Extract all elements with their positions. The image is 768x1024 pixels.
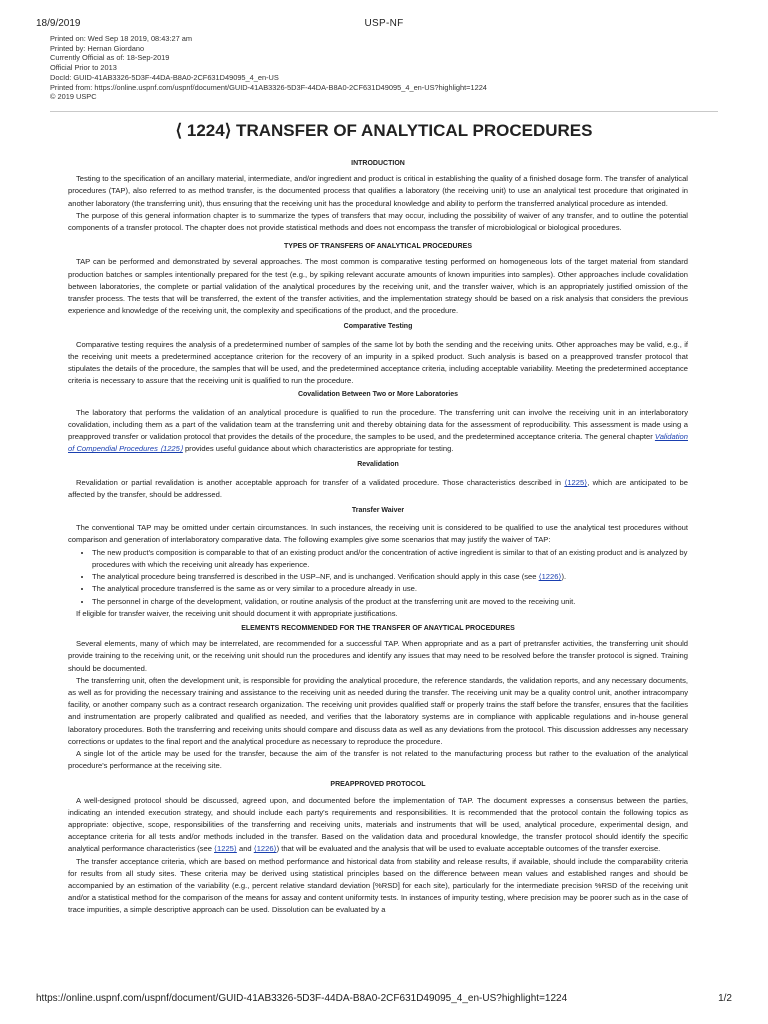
- text: ).: [561, 572, 567, 582]
- paragraph: If eligible for transfer waiver, the receiving unit should document it with appropriate justifications.: [76, 608, 398, 618]
- paragraph: [68, 795, 688, 856]
- subsection-heading-revalidation: Revalidation: [357, 461, 399, 469]
- list-item: • The analytical procedure transferred is the same as or very similar to a procedure already in use.: [92, 583, 688, 595]
- official-as-of: Currently Official as of: 18-Sep-2019: [50, 53, 170, 63]
- doc-id: DocId: GUID-41AB3326-5D3F-44DA-B8A0-2CF631D49095_4_en-US: [50, 72, 279, 82]
- divider: [50, 111, 718, 112]
- section-heading-elements: ELEMENTS RECOMMENDED FOR THE TRANSFER OF ANAYTICAL PROCEDURES: [241, 624, 515, 632]
- print-date: 18/9/2019: [36, 18, 81, 29]
- link-1225[interactable]: Validation of Compendial Procedures ⟨1225⟩: [68, 432, 688, 454]
- text: provides useful guidance about which characteristics are appropriate for testing.: [182, 444, 454, 454]
- paragraph: Comparative testing requires the analysis of a predetermined number of samples of the same lot by both the sending and the receiving units. Other approaches may be valid, e.g., if the receiving unit meets a predetermined acceptance criterion for the recovery of an impurity in a spiked product. Such analysis is based on a preapproved transfer protocol that stipulates the details of the procedure, the samples that will be used, and the predetermined acceptance criteria, including acceptable variability. Meeting the predetermined acceptance criteria is necessary to assure that the receiving unit is qualified to run the procedure.: [68, 339, 688, 386]
- paragraph: The transfer acceptance criteria, which are based on method performance and historical data from stability and release results, if available, should include the comparability criteria for results from all study sites. These criteria may be derived using statistical principles based on the difference between mean values and established ranges and should be accompanied by an estimation of the variability (e.g., percent relative standard deviation [%RSD] for each site), particularly for the intermediate precision %RSD of the receiving unit and/or a statistical method for the comparison of the means for assay and content uniformity tests. In instances of impurity testing, where precision may be poorer such as in the case of trace impurities, a simple descriptive approach can be used. Dissolution can be evaluated by a: [68, 856, 688, 915]
- page-number: 1/2: [718, 993, 732, 1004]
- text: , which are anticipated to be affected by the transfer, should be addressed.: [68, 477, 688, 499]
- text: Revalidation or partial revalidation is another acceptable approach for transfer of a validated procedure. Those characteristics described in: [76, 477, 565, 487]
- printed-from: Printed from: https://online.uspnf.com/uspnf/document/GUID-41AB3326-5D3F-44DA-B8A0-2CF631D49095_4_en-US?highlight=1224: [50, 82, 487, 92]
- paragraph: TAP can be performed and demonstrated by several approaches. The most common is comparative testing performed on homogeneous lots of the target material from standard production batches or samples intentionally prepared for the test (e.g., by spiking relevant accurate amounts of known impurities into samples). Other approaches include covalidation between laboratories, the complete or partial validation of the analytical procedures by the receiving unit, and the transfer waiver, which is an appropriately justified omission of the transfer process. The tests that will be transferred, the extent of the transfer activities, and the implementation strategy should be based on a risk analysis that considers the previous experience and knowledge of the receiving unit, the complexity and specifications of the product, and the procedure.: [68, 257, 688, 316]
- print-header: [36, 18, 732, 32]
- text: and: [236, 844, 254, 854]
- paragraph: Testing to the specification of an ancillary material, intermediate, and/or ingredient and product is critical in establishing the quality of a finished dosage form. The transfer of analytical procedures (TAP), also referred to as method transfer, is the documented process that qualifies a laboratory (the receiving unit) to use an analytical test procedure that originated in another laboratory (the transferring unit), thus ensuring that the receiving unit has the procedural knowledge and ability to perform the transferred analytical procedure as intended.: [68, 174, 688, 208]
- text: ) that will be evaluated and the analysis that will be used to evaluate acceptable outcomes of the transfer exercise.: [276, 844, 661, 854]
- link-1225[interactable]: ⟨1225⟩: [214, 844, 237, 854]
- paragraph: [68, 405, 688, 456]
- footer-url: https://online.uspnf.com/uspnf/document/GUID-41AB3326-5D3F-44DA-B8A0-2CF631D49095_4_en-US?highlight=1224: [36, 993, 568, 1004]
- paragraph: The transferring unit, often the development unit, is responsible for providing the analytical procedure, the reference standards, the validation reports, and any necessary documents, as well as for providing the necessary training and assistance to the receiving unit as needed during the transfer. The receiving unit may be a quality control unit, another intracompany facility, or another company such as a contract research organization. The receiving unit provides qualified staff or properly trains the staff before the transfer, ensures that the facilities and instrumentation are properly calibrated and qualified as needed, and verifies that the laboratory systems are in compliance with applicable regulations and in-house general laboratory procedures. Both the transferring and receiving units should compare and discuss data as well as any deviations from the protocol. This discussion addresses any necessary corrections or updates to the final report and the analytical procedure as necessary to reproduce the procedure.: [68, 675, 688, 746]
- waiver-list: [68, 547, 688, 608]
- paragraph: Several elements, many of which may be interrelated, are recommended for a successful TAP. When appropriate and as a part of pretransfer activities, the transferring unit should provide training to the receiving unit, or the receiving unit should run the procedures and identify any issues that may need to be resolved before the transfer protocol is signed. Training should be documented.: [68, 639, 688, 673]
- text: The analytical procedure being transferred is described in the USP–NF, and is unchanged. Verification should apply in this case (see: [92, 572, 539, 582]
- section-heading-protocol: PREAPPROVED PROTOCOL: [330, 781, 426, 789]
- printed-on: Printed on: Wed Sep 18 2019, 08:43:27 am: [50, 34, 193, 43]
- site-title: USP-NF: [364, 18, 404, 29]
- subsection-heading-comparative: Comparative Testing: [343, 323, 413, 331]
- link-1225[interactable]: ⟨1225⟩: [564, 477, 588, 487]
- page-title: ⟨ 1224⟩ TRANSFER OF ANALYTICAL PROCEDURES: [175, 121, 593, 140]
- subsection-heading-covalidation: Covalidation Between Two or More Laboratories: [297, 391, 459, 399]
- printed-by: Printed by: Hernan Giordano: [50, 43, 145, 53]
- section-heading-types: TYPES OF TRANSFERS OF ANALYTICAL PROCEDURES: [284, 243, 472, 251]
- official-prior: Official Prior to 2013: [50, 63, 117, 73]
- link-1226[interactable]: ⟨1226⟩: [253, 844, 277, 854]
- paragraph: A single lot of the article may be used for the transfer, because the aim of the transfer is not related to the manufacturing process but rather to the evaluation of the analytical procedure's performance at the receiving site.: [68, 748, 688, 771]
- paragraph: The conventional TAP may be omitted under certain circumstances. In such instances, the receiving unit is considered to be qualified to use the analytical test procedures without comparison and generation of interlaboratory comparative data. The following examples give some scenarios that may justify the waiver of TAP:: [68, 523, 688, 545]
- text: A well-designed protocol should be discussed, agreed upon, and documented before the implementation of TAP. The document expresses a consensus between the parties, indicating an intended execution strategy, and should include each party's requirements and responsibilities. It is recommended that the protocol contain the following topics as appropriate: objective, scope, responsibilities of the transferring and receiving units, materials and instruments that will be used, analytical procedure, experimental design, and acceptance criteria for all tests and/or methods included in the transfer. Based on the validation data and procedural knowledge, the transfer protocol should identify the specific analytical performance characteristics (see: [68, 795, 688, 854]
- link-1226[interactable]: ⟨1226⟩: [538, 572, 562, 582]
- list-item: [92, 571, 688, 583]
- paragraph: The purpose of this general information chapter is to summarize the types of transfers that may occur, including the possibility of waiver of any transfer, and to outline the potential components of a transfer protocol. The chapter does not provide statistical methods and does not encompass the transfer of microbiological or biological procedures.: [68, 210, 688, 233]
- text: The laboratory that performs the validation of an analytical procedure is qualified to run the procedure. The transferring unit can involve the receiving unit in an interlaboratory covalidation, including them as a part of the validation team at the transferring unit and thereby obtaining data for the assessment of reproducibility. This assessment is made using a preapproved transfer or validation protocol that provides the details of the procedure, the samples to be used, and the predetermined acceptance criteria. The general chapter: [68, 407, 688, 442]
- copyright: © 2019 USPC: [50, 92, 97, 102]
- section-heading-introduction: INTRODUCTION: [351, 160, 405, 167]
- document-body: [68, 156, 688, 917]
- paragraph: [68, 475, 688, 501]
- list-item: • The personnel in charge of the development, validation, or routine analysis of the product at the transferring unit are moved to the receiving unit.: [92, 596, 688, 608]
- print-metadata: [50, 34, 487, 102]
- subsection-heading-transfer-waiver: Transfer Waiver: [351, 507, 405, 515]
- list-item: • The new product's composition is comparable to that of an existing product and/or the concentration of active ingredient is similar to that of an existing product and is analyzed by procedures with which the receiving unit already has experience.: [92, 547, 688, 571]
